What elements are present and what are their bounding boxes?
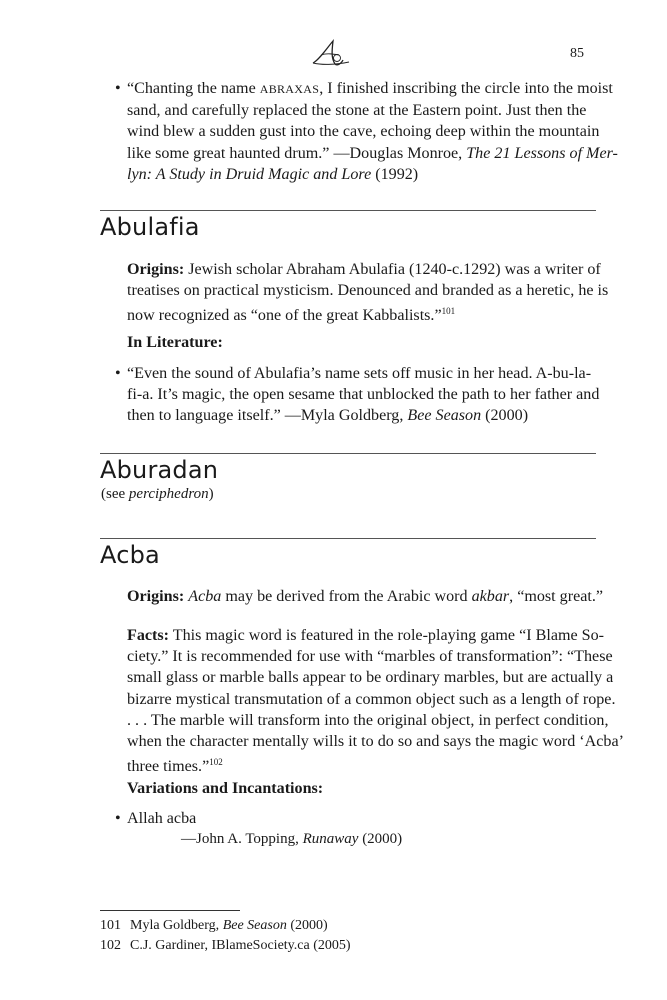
page-number: 85 — [570, 46, 584, 61]
variation-bullet: • — [115, 810, 121, 827]
quote-bullet: • — [115, 365, 121, 382]
abulafia-literature-heading: In Literature: — [127, 334, 223, 351]
entry-title-aburadan: Aburadan — [100, 456, 219, 484]
quote-bullet: • — [115, 80, 121, 97]
section-rule — [100, 453, 596, 454]
aburadan-see-also: (see perciphedron) — [101, 486, 214, 502]
section-rule — [100, 210, 596, 211]
footnote-rule — [100, 910, 240, 911]
acba-variation-item: Allah acba — [127, 810, 197, 827]
abulafia-origins: Origins: Jewish scholar Abraham Abulafia (1240-c.1292) was a writer of treatises on practical mysticism. Denounced and branded as a heretic, he is now recognized as “one of the great Kabbalists.”$^{101}$ — [127, 261, 609, 325]
footnote-101: 101 Myla Goldberg, Bee Season (2000) — [100, 918, 328, 933]
monroe-quote: “Chanting the name ABRAXAS, I finished inscribing the circle into the moist sand, and carefully replaced the stone at the Eastern point. Just then the wind blew a sudden gust into the cave, echoing deep within the mountain like some great haunted drum.” —Douglas Monroe, The 21 Lessons of Mer- lyn: A Study in Druid Magic and Lore (1992) — [127, 80, 618, 183]
acba-variations-heading: Variations and Incantations: — [127, 780, 324, 797]
abulafia-literature-quote: “Even the sound of Abulafia’s name sets off music in her head. A-bu-la- fi-a. It’s magic, the open sesame that unblocked the path to her father and then to language itself.” —Myla Goldberg, Bee Season (2000) — [127, 365, 600, 425]
entry-title-acba: Acba — [100, 541, 160, 569]
section-rule — [100, 538, 596, 539]
footnote-102: 102 C.J. Gardiner, IBlameSociety.ca (2005) — [100, 938, 351, 953]
acba-facts: Facts: This magic word is featured in the role-playing game “I Blame So- ciety.” It is recommended for use with “marbles of transformation”: “These small glass or marble balls appear to be ordinary marbles, but are actually a bizarre mystical transmutation of a common object such as a length of rope. . . . The marble will transform into the original object, in perfect condition, when the character mentally wills it to do so and says the magic word ‘Acba’ three times.”$^{102}$ — [127, 627, 624, 776]
section-letter-ornament — [309, 38, 353, 68]
acba-origins: Origins: Acba may be derived from the Arabic word akbar, “most great.” — [127, 588, 603, 605]
entry-title-abulafia: Abulafia — [100, 213, 200, 241]
acba-variation-attribution: —John A. Topping, Runaway (2000) — [181, 831, 403, 847]
